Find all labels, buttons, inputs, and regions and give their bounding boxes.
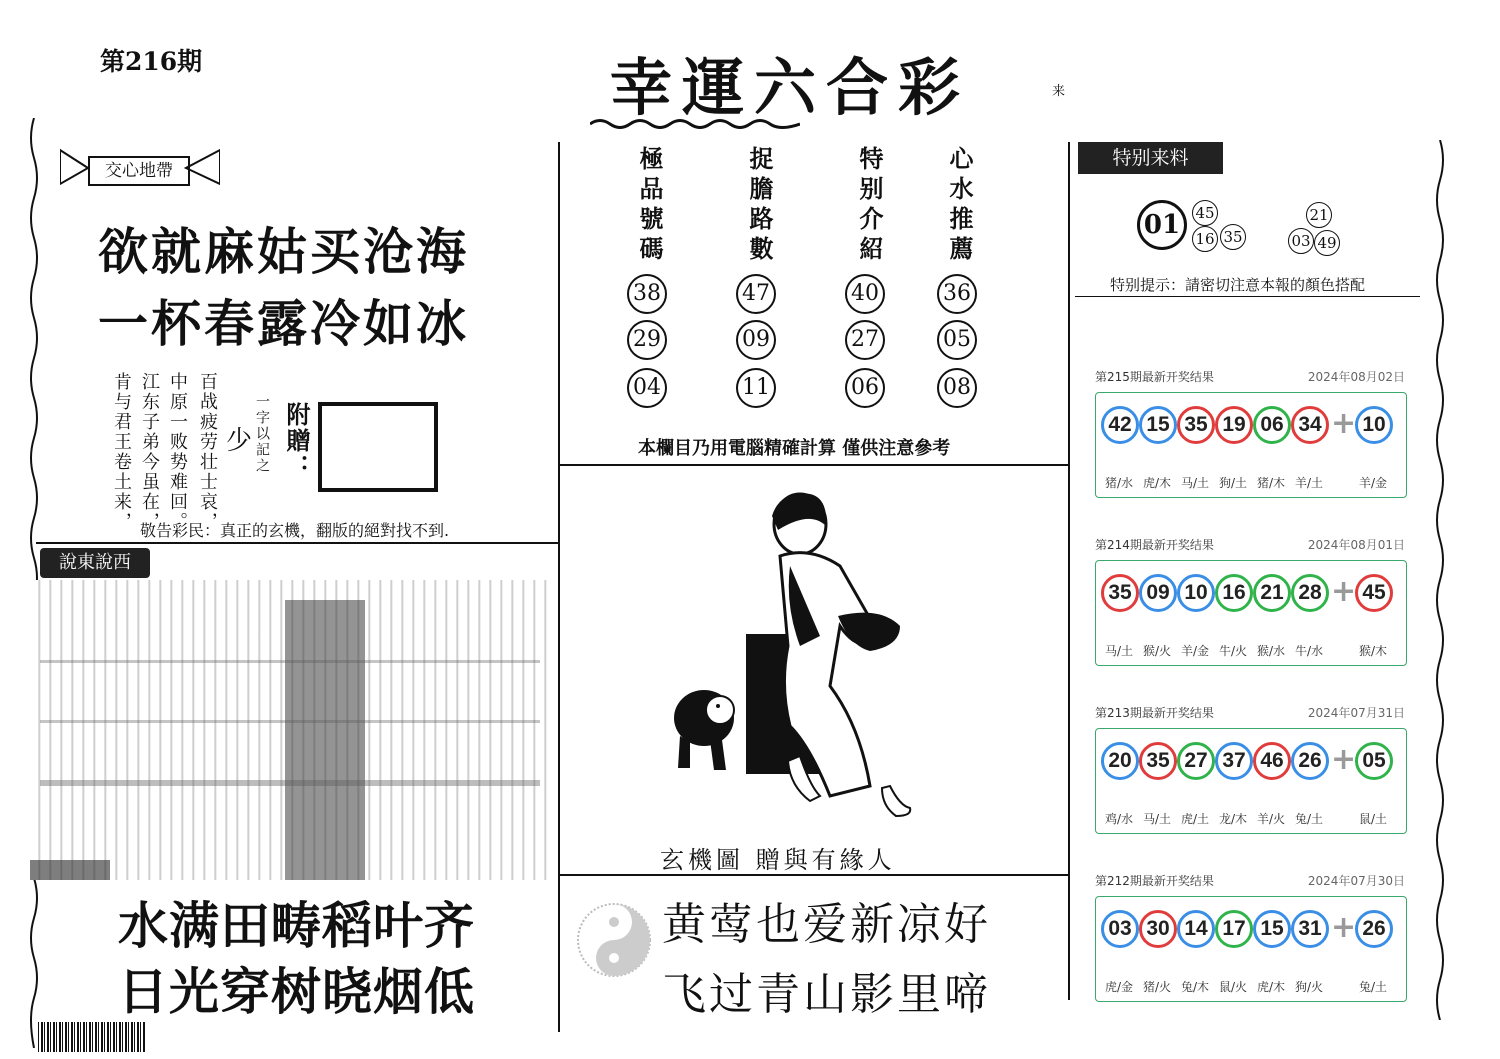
zodiac-label: 鼠/火 xyxy=(1218,980,1248,994)
number-ball: 27 xyxy=(1177,742,1215,780)
zodiac-label: 狗/土 xyxy=(1218,476,1248,490)
number-ball: 35 xyxy=(1139,742,1177,780)
zone-tag-label: 交心地帶 xyxy=(88,156,190,186)
small-number-circle: 45 xyxy=(1192,200,1218,226)
col-head-4: 心水推薦 xyxy=(945,146,974,266)
zodiac-label: 虎/木 xyxy=(1142,476,1172,490)
zone-tag-jiaoxin xyxy=(60,148,220,186)
zodiac-label: 羊/金 xyxy=(1180,644,1210,658)
special-ball: 45 xyxy=(1355,574,1393,612)
yin-yang-icon xyxy=(576,902,652,978)
special-ball: 05 xyxy=(1355,742,1393,780)
number-ball: 19 xyxy=(1215,406,1253,444)
zodiac-label: 鸡/水 xyxy=(1104,812,1134,826)
num-circle: 09 xyxy=(736,320,776,360)
poem-line-2: 一杯春露冷如冰 xyxy=(98,294,469,353)
number-ball: 20 xyxy=(1101,742,1139,780)
riddle-answer: 少 xyxy=(226,426,253,456)
num-circle: 47 xyxy=(736,274,776,314)
plus-sign: + xyxy=(1331,406,1357,441)
result-title: 第215期最新开奖结果 xyxy=(1095,370,1214,384)
divider-left-mid xyxy=(558,142,560,1032)
number-ball: 30 xyxy=(1139,910,1177,948)
puzzle-illustration xyxy=(660,486,930,826)
calc-note: 本欄目乃用電腦精確計算 僅供注意參考 xyxy=(638,438,951,459)
col-head-2: 捉膽路數 xyxy=(745,146,774,266)
num-circle: 38 xyxy=(627,274,667,314)
riddle-text: 一字以記之 xyxy=(254,394,270,474)
poem-mid-line-2: 飞过青山影里啼 xyxy=(662,969,991,1020)
num-circle: 11 xyxy=(736,368,776,408)
result-title: 第212期最新开奖结果 xyxy=(1095,874,1214,888)
number-ball: 16 xyxy=(1215,574,1253,612)
num-circle: 40 xyxy=(845,274,885,314)
small-number-circle: 21 xyxy=(1306,202,1332,228)
num-circle: 04 xyxy=(627,368,667,408)
col-head-1: 極品號碼 xyxy=(635,146,664,266)
zodiac-label: 虎/木 xyxy=(1256,980,1286,994)
plus-sign: + xyxy=(1331,742,1357,777)
divider-right-hint xyxy=(1075,296,1420,297)
divider-left-top xyxy=(36,542,558,544)
num-circle: 08 xyxy=(937,368,977,408)
zodiac-label: 牛/火 xyxy=(1218,644,1248,658)
zodiac-label: 羊/火 xyxy=(1256,812,1286,826)
main-number-circle: 01 xyxy=(1137,200,1187,250)
plus-sign: + xyxy=(1331,574,1357,609)
special-ball: 26 xyxy=(1355,910,1393,948)
masthead-title: 幸運六合彩 xyxy=(610,51,971,124)
number-ball: 15 xyxy=(1253,910,1291,948)
num-circle: 27 xyxy=(845,320,885,360)
result-date: 2024年07月31日 xyxy=(1307,706,1405,720)
right-border-vine xyxy=(1434,140,1446,1020)
zodiac-label: 鼠/土 xyxy=(1358,812,1388,826)
number-ball: 35 xyxy=(1101,574,1139,612)
illustration-caption: 玄機圖 贈與有緣人 xyxy=(660,846,896,874)
number-ball: 03 xyxy=(1101,910,1139,948)
barcode xyxy=(38,1022,146,1052)
number-ball: 09 xyxy=(1139,574,1177,612)
number-ball: 21 xyxy=(1253,574,1291,612)
zodiac-label: 羊/金 xyxy=(1358,476,1388,490)
num-circle: 36 xyxy=(937,274,977,314)
verse-col-4: 肯与君王卷土来， xyxy=(111,372,132,532)
number-ball: 15 xyxy=(1139,406,1177,444)
zone-tag-special: 特别来料 xyxy=(1078,142,1223,174)
result-panel xyxy=(1087,698,1417,858)
result-title: 第213期最新开奖结果 xyxy=(1095,706,1214,720)
poem-mid-line-1: 黄莺也爱新凉好 xyxy=(662,899,991,950)
number-ball: 28 xyxy=(1291,574,1329,612)
small-number-circle: 49 xyxy=(1314,230,1340,256)
divider-mid-top xyxy=(560,464,1070,466)
color-hint: 特别提示：請密切注意本報的顏色搭配 xyxy=(1110,276,1366,294)
zodiac-label: 猴/水 xyxy=(1256,644,1286,658)
result-date: 2024年07月30日 xyxy=(1307,874,1405,888)
zodiac-label: 狗/火 xyxy=(1294,980,1324,994)
result-panel xyxy=(1087,530,1417,690)
gift-box xyxy=(318,402,438,492)
number-ball: 31 xyxy=(1291,910,1329,948)
small-number-circle: 03 xyxy=(1288,228,1314,254)
number-ball: 46 xyxy=(1253,742,1291,780)
number-ball: 34 xyxy=(1291,406,1329,444)
zodiac-label: 猪/木 xyxy=(1256,476,1286,490)
small-number-circle: 16 xyxy=(1192,226,1218,252)
divider-mid-right xyxy=(1068,142,1070,1000)
zodiac-label: 马/土 xyxy=(1180,476,1210,490)
zodiac-label: 虎/土 xyxy=(1180,812,1210,826)
zodiac-label: 兔/土 xyxy=(1358,980,1388,994)
verse-col-1: 百战疲劳壮士哀， xyxy=(197,372,218,532)
verse-col-3: 江东子弟今虽在， xyxy=(139,372,160,532)
zodiac-label: 猪/水 xyxy=(1104,476,1134,490)
masthead-suffix: 来 xyxy=(1052,84,1066,99)
zodiac-label: 猪/火 xyxy=(1142,980,1172,994)
number-ball: 10 xyxy=(1177,574,1215,612)
num-circle: 06 xyxy=(845,368,885,408)
zodiac-label: 猴/木 xyxy=(1358,644,1388,658)
number-ball: 26 xyxy=(1291,742,1329,780)
zodiac-label: 羊/土 xyxy=(1294,476,1324,490)
number-ball: 35 xyxy=(1177,406,1215,444)
number-ball: 17 xyxy=(1215,910,1253,948)
zodiac-label: 虎/金 xyxy=(1104,980,1134,994)
col-head-3: 特别介紹 xyxy=(855,146,884,266)
number-ball: 42 xyxy=(1101,406,1139,444)
special-ball: 10 xyxy=(1355,406,1393,444)
zone-tag-shuodong: 說東說西 xyxy=(40,548,150,578)
zodiac-label: 兔/土 xyxy=(1294,812,1324,826)
result-date: 2024年08月01日 xyxy=(1307,538,1405,552)
zodiac-label: 牛/水 xyxy=(1294,644,1324,658)
zodiac-label: 猴/火 xyxy=(1142,644,1172,658)
zodiac-label: 马/土 xyxy=(1104,644,1134,658)
issue-number: 第216期 xyxy=(100,47,203,76)
zodiac-label: 兔/木 xyxy=(1180,980,1210,994)
poem-line-1: 欲就麻姑买沧海 xyxy=(98,222,469,281)
zodiac-label: 龙/木 xyxy=(1218,812,1248,826)
notice-text: 敬告彩民：真正的玄機，翻版的絕對找不到. xyxy=(140,521,450,540)
faded-text-area xyxy=(30,580,555,880)
plus-sign: + xyxy=(1331,910,1357,945)
result-panel xyxy=(1087,866,1417,1026)
num-circle: 05 xyxy=(937,320,977,360)
number-ball: 06 xyxy=(1253,406,1291,444)
number-ball: 14 xyxy=(1177,910,1215,948)
ornament-divider xyxy=(590,117,800,131)
poem-bottom-line-1: 水满田畴稻叶齐 xyxy=(118,897,475,955)
result-panel xyxy=(1087,362,1417,522)
zodiac-label: 马/土 xyxy=(1142,812,1172,826)
small-number-circle: 35 xyxy=(1220,224,1246,250)
verse-col-2: 中原一败势难回。 xyxy=(167,372,188,532)
result-title: 第214期最新开奖结果 xyxy=(1095,538,1214,552)
poem-bottom-line-2: 日光穿树晓烟低 xyxy=(118,963,475,1021)
gift-label: 附贈： xyxy=(282,402,311,480)
result-date: 2024年08月02日 xyxy=(1307,370,1405,384)
num-circle: 29 xyxy=(627,320,667,360)
number-ball: 37 xyxy=(1215,742,1253,780)
